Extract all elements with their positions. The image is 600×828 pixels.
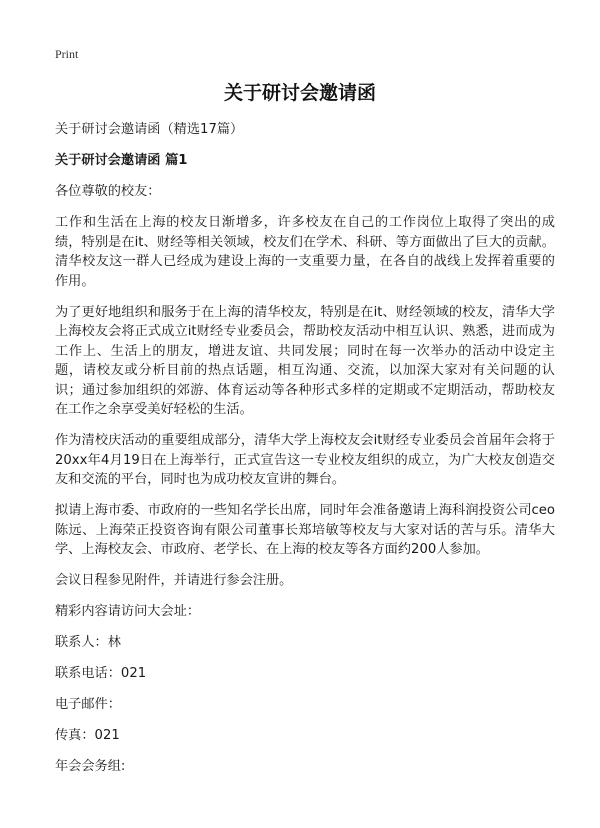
affairs-group: 年会会务组: [55, 759, 126, 774]
print-label: Print [55, 47, 79, 61]
page-title: 关于研讨会邀请函 [223, 82, 376, 104]
paragraph-6: 精彩内容请访问大会址： [55, 604, 201, 619]
paragraph-1: 工作和生活在上海的校友日渐增多，许多校友在自己的工作岗位上取得了突出的成绩，特别是在it、财经等相关领域，校友们在学术、科研、等方面做出了巨大的贡献。清华校友这一群人已经成为建设上海的一支重要力量，在各自的战线上发挥着重要的作用。 [55, 215, 555, 289]
section-heading: 关于研讨会邀请函 篇1 [55, 153, 188, 168]
paragraph-3: 作为清校庆活动的重要组成部分，清华大学上海校友会it财经专业委员会首届年会将于20xx年4月19日在上海举行，正式宣告这一专业校友组织的成立，为广大校友创造交友和交流的平台，同时也为成功校友宣讲的舞台。 [55, 433, 555, 487]
contact-person: 联系人：林 [55, 635, 121, 650]
document-subtitle: 关于研讨会邀请函（精选17篇） [55, 122, 244, 137]
paragraph-2: 为了更好地组织和服务于在上海的清华校友，特别是在it、财经领域的校友，清华大学上海校友会将正式成立it财经专业委员会，帮助校友活动中相互认识、熟悉，进而成为工作上、生活上的朋友，增进友谊、共同发展；同时在每一次举办的活动中设定主题，请校友或分析目前的热点话题，相互沟通、交流，以加深大家对有关问题的认识；通过参加组织的郊游、体育运动等各种形式多样的定期或不定期活动，帮助校友在工作之余享受美好轻松的生活。 [55, 304, 555, 417]
greeting: 各位尊敬的校友： [55, 184, 161, 199]
paragraph-4: 拟请上海市委、市政府的一些知名学长出席，同时年会准备邀请上海科润投资公司ceo陈远、上海荣正投资咨询有限公司董事长郑培敏等校友与大家对话的苦与乐。清华大学、上海校友会、市政府、老学长、在上海的校友等各方面约200人参加。 [55, 503, 555, 557]
email-line: 电子邮件： [55, 697, 121, 712]
document-body [55, 120, 555, 788]
paragraph-5: 会议日程参见附件，并请进行参会注册。 [55, 573, 293, 588]
fax-line: 传真：021 [55, 728, 120, 743]
contact-phone: 联系电话：021 [55, 666, 147, 681]
